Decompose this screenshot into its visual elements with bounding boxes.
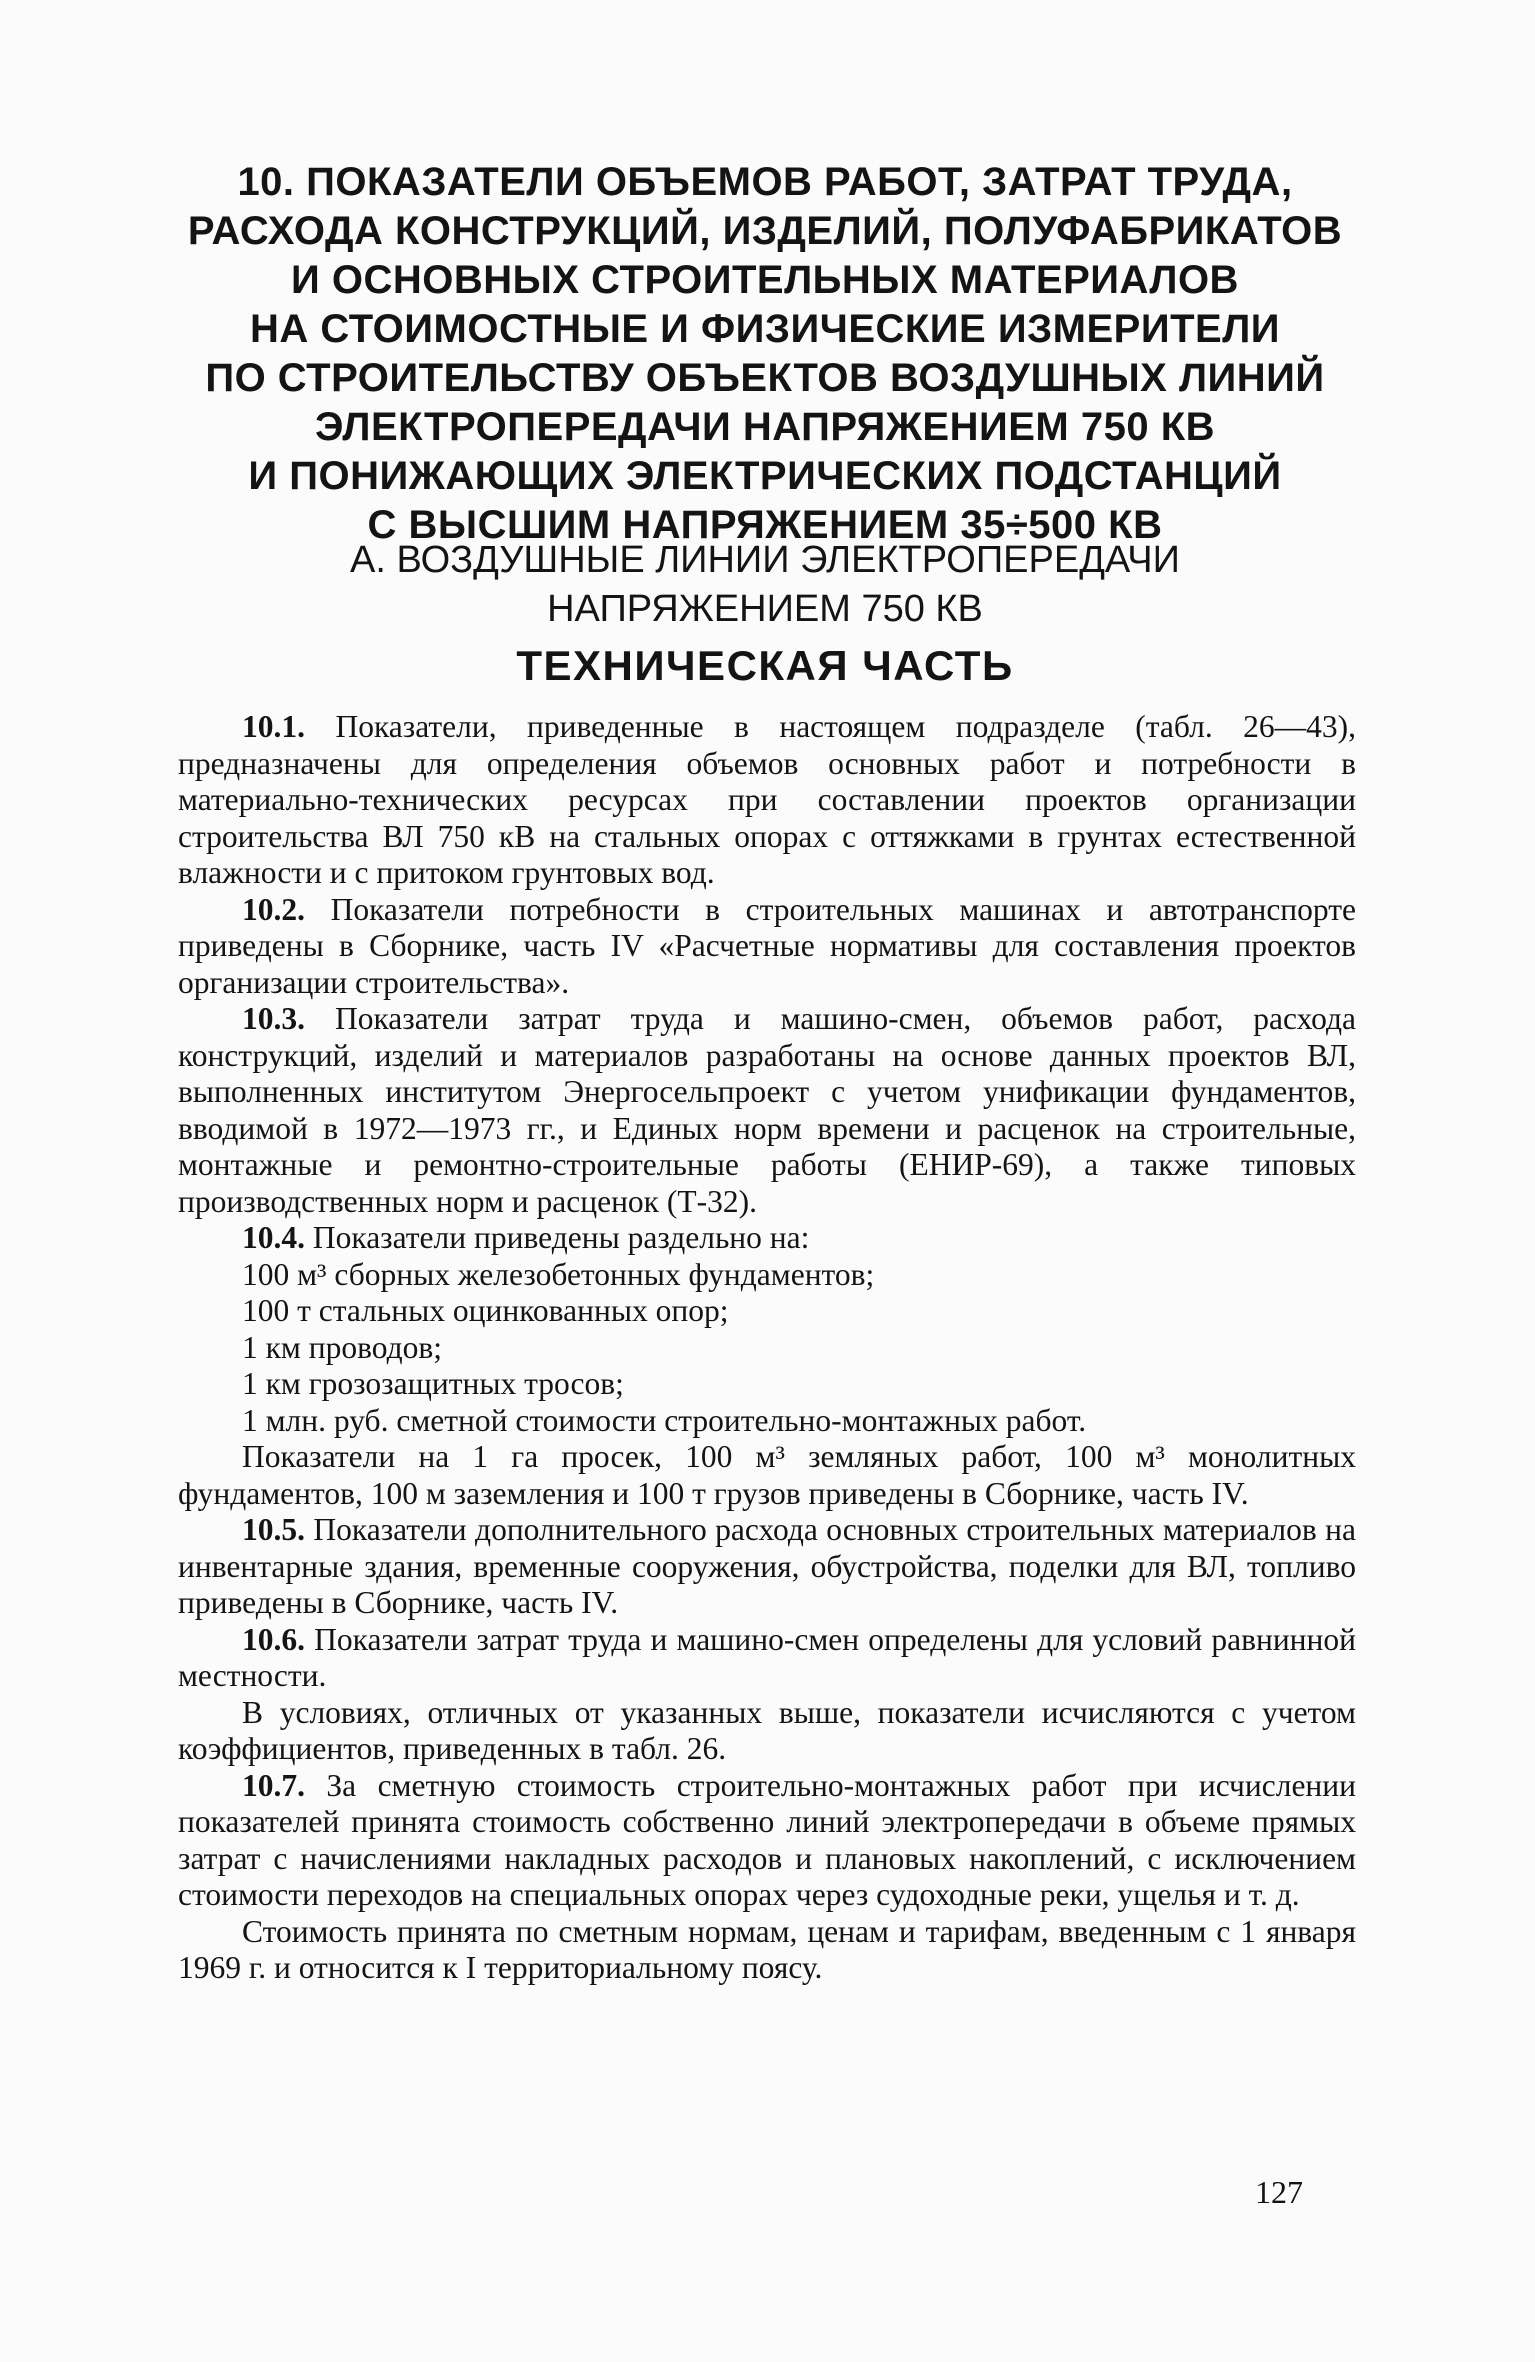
section-title-line: НА СТОИМОСТНЫЕ И ФИЗИЧЕСКИЕ ИЗМЕРИТЕЛИ — [249, 307, 1281, 351]
subsection-title — [150, 536, 1380, 634]
paragraph-text: Показатели приведены раздельно на: — [312, 1220, 810, 1255]
list-item: 1 млн. руб. сметной стоимости строительно-монтажных работ. — [242, 1402, 1087, 1438]
paragraph — [178, 709, 1356, 892]
paragraph-number: 10.4. — [242, 1220, 305, 1255]
paragraph — [178, 1220, 1356, 1257]
section-title-line: РАСХОДА КОНСТРУКЦИЙ, ИЗДЕЛИЙ, ПОЛУФАБРИКАТОВ — [187, 209, 1343, 253]
paragraph-number: 10.5. — [242, 1512, 305, 1547]
paragraph-number: 10.3. — [242, 1001, 305, 1036]
paragraph-number: 10.2. — [242, 891, 305, 927]
section-title — [150, 158, 1380, 550]
body-text — [178, 709, 1356, 1987]
paragraph-number: 10.6. — [242, 1621, 305, 1657]
paragraph-text: За сметную стоимость строительно-монтажных работ при исчислении показателей принята стоимость собственно линий электропередачи в объеме прямых затрат с начислениями накладных расходов и плановых накоплений, с исключением стоимости переходов на специальных опорах через судоходные реки, ущелья и т. д. — [178, 1767, 1356, 1912]
paragraph — [178, 1512, 1356, 1622]
paragraph — [178, 1001, 1356, 1220]
paragraph: Показатели на 1 га просек, 100 м³ земляных работ, 100 м³ монолитных фундаментов, 100 м заземления и 100 т грузов приведены в Сборнике, часть IV. — [178, 1439, 1356, 1511]
paragraph-text: Показатели потребности в строительных машинах и автотранспорте приведены в Сборнике, часть IV «Расчетные нормативы для составления проектов организации строительства». — [178, 891, 1356, 1000]
paragraph-number: 10.7. — [242, 1767, 305, 1803]
paragraph-number: 10.1. — [242, 709, 305, 744]
page-number: 127 — [1255, 2174, 1303, 2210]
section-title-line: ПО СТРОИТЕЛЬСТВУ ОБЪЕКТОВ ВОЗДУШНЫХ ЛИНИЙ — [205, 356, 1325, 400]
subsection-title-line: А. ВОЗДУШНЫЕ ЛИНИИ ЭЛЕКТРОПЕРЕДАЧИ — [350, 539, 1180, 581]
list-item: 1 км грозозащитных тросов; — [242, 1366, 624, 1401]
paragraph-text: Показатели затрат труда и машино-смен, объемов работ, расхода конструкций, изделий и материалов разработаны на основе данных проектов ВЛ, выполненных институтом Энергосельпроект с учетом унификации фундаментов, вводимой в 1972—1973 гг., и Единых норм времени и расценок на строительные, монтажные и ремонтно-строительные работы (ЕНИР-69), а также типовых производственных норм и расценок (Т-32). — [178, 1001, 1357, 1219]
subsection-title-line: НАПРЯЖЕНИЕМ 750 КВ — [547, 588, 983, 630]
list-item: 1 км проводов; — [242, 1329, 442, 1365]
paragraph-text: Показатели затрат труда и машино-смен определены для условий равнинной местности. — [178, 1621, 1357, 1693]
paragraph: В условиях, отличных от указанных выше, показатели исчисляются с учетом коэффициентов, приведенных в табл. 26. — [178, 1694, 1356, 1766]
paragraph — [178, 892, 1356, 1002]
section-title-line: ЭЛЕКТРОПЕРЕДАЧИ НАПРЯЖЕНИЕМ 750 КВ — [314, 405, 1216, 449]
paragraph: Стоимость принята по сметным нормам, ценам и тарифам, введенным с 1 января 1969 г. и относится к I территориальному поясу. — [178, 1913, 1356, 1985]
list-item: 100 т стальных оцинкованных опор; — [242, 1293, 729, 1328]
paragraph-text: Показатели, приведенные в настоящем подразделе (табл. 26—43), предназначены для определения объемов основных работ и потребности в материально-технических ресурсах при составлении проектов организации строительства ВЛ 750 кВ на стальных опорах с оттяжками в грунтах естественной влажности и с притоком грунтовых вод. — [178, 709, 1357, 890]
technical-part-heading: ТЕХНИЧЕСКАЯ ЧАСТЬ — [516, 642, 1014, 689]
section-title-line: С ВЫСШИМ НАПРЯЖЕНИЕМ 35÷500 КВ — [367, 503, 1163, 547]
paragraph — [178, 1768, 1356, 1914]
section-title-line: И ОСНОВНЫХ СТРОИТЕЛЬНЫХ МАТЕРИАЛОВ — [291, 258, 1239, 302]
section-title-line: И ПОНИЖАЮЩИХ ЭЛЕКТРИЧЕСКИХ ПОДСТАНЦИЙ — [248, 454, 1282, 498]
paragraph — [178, 1622, 1356, 1695]
paragraph-text: Показатели дополнительного расхода основных строительных материалов на инвентарные здания, временные сооружения, обустройства, поделки для ВЛ, топливо приведены в Сборнике, часть IV. — [178, 1512, 1356, 1620]
list-item: 100 м³ сборных железобетонных фундаментов; — [242, 1256, 875, 1292]
section-title-line: 10. ПОКАЗАТЕЛИ ОБЪЕМОВ РАБОТ, ЗАТРАТ ТРУДА, — [237, 160, 1293, 204]
